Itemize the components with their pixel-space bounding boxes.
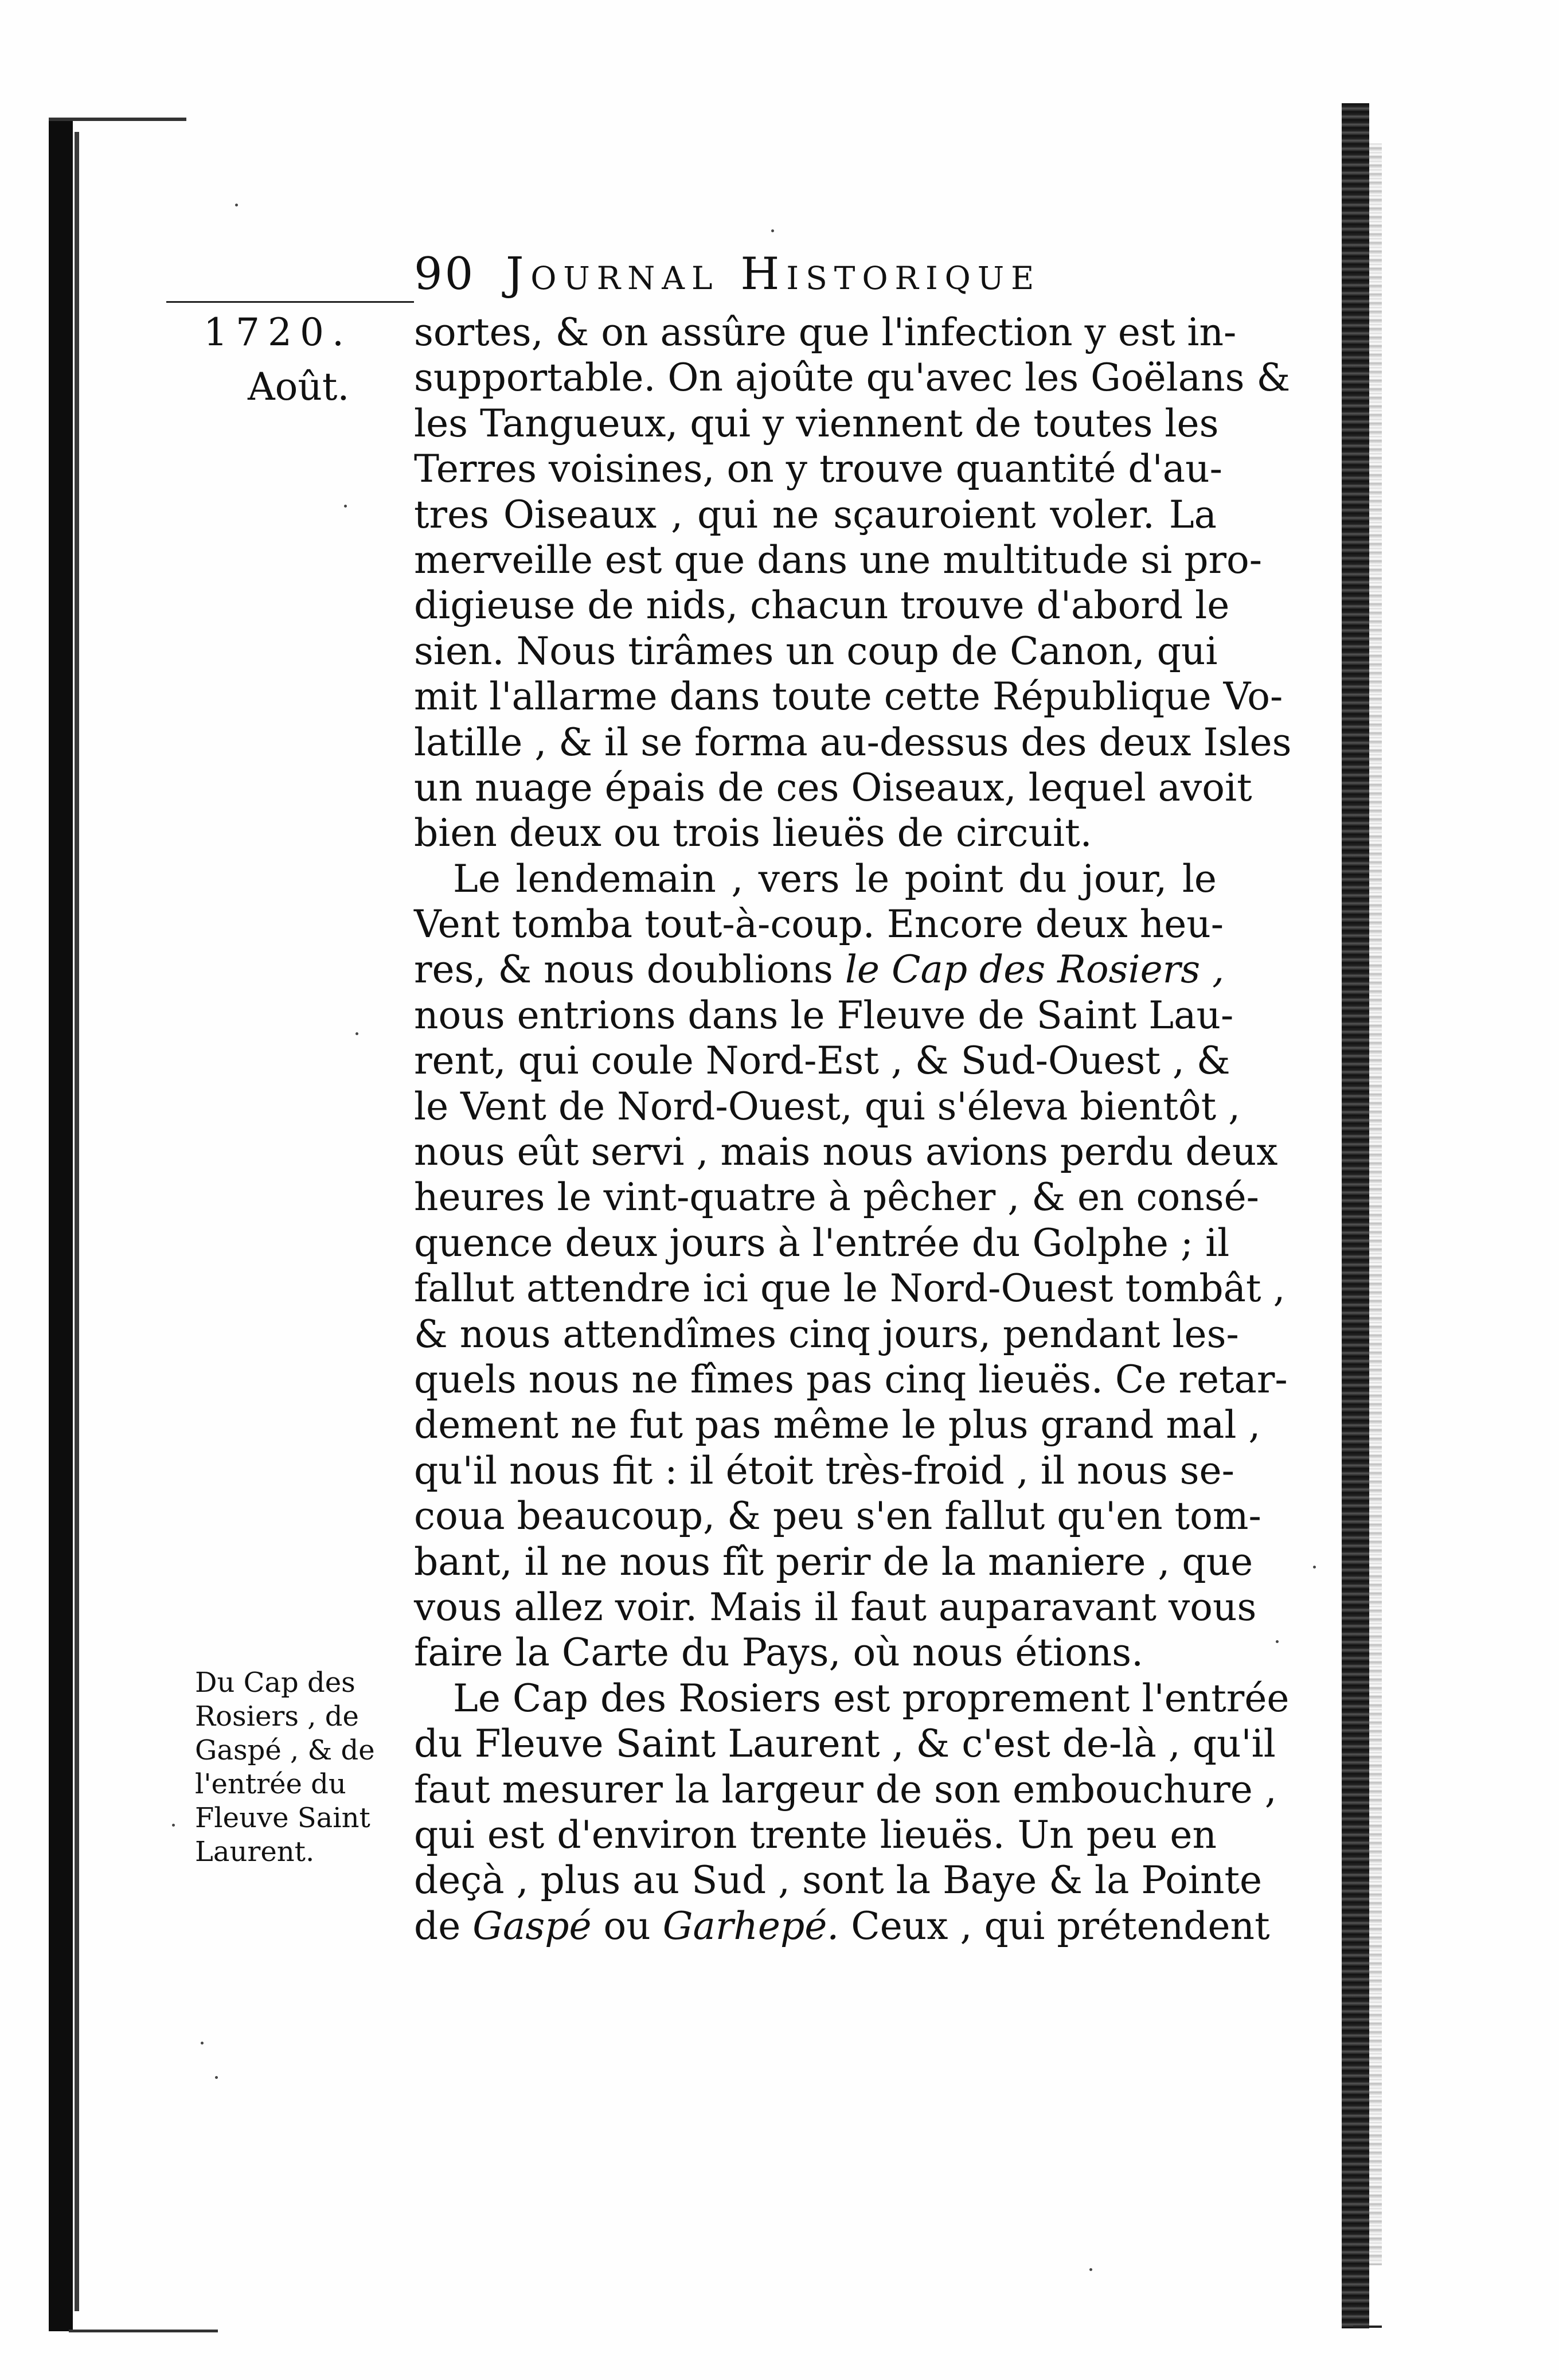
running-head: [414, 245, 1188, 303]
text-segment: de: [414, 1903, 461, 1948]
text-line: heures le vint-quatre à pêcher , & en consé-: [414, 1175, 1259, 1220]
text-line: Vent tomba tout-à-coup. Encore deux heu-: [414, 902, 1224, 947]
text-line: bien deux ou trois lieuës de circuit.: [414, 811, 1092, 856]
text-line: coua beaucoup, & peu s'en fallut qu'en tom-: [414, 1494, 1261, 1539]
text-line: faut mesurer la largeur de son embouchure ,: [414, 1767, 1277, 1812]
scan-edge-left: [49, 118, 73, 2331]
margin-note-line: Laurent.: [195, 1836, 315, 1868]
text-line: digieuse de nids, chacun trouve d'abord le: [414, 583, 1230, 628]
italic-place-name: Garhepé.: [662, 1903, 839, 1948]
text-line: nous eût servi , mais nous avions perdu deux: [414, 1130, 1278, 1175]
page-number: 90: [414, 248, 476, 300]
scan-edge-left-bottom: [69, 2330, 218, 2332]
scan-speck: [201, 2042, 204, 2045]
margin-month: Août.: [248, 365, 350, 409]
margin-note-line: Gaspé , & de: [195, 1734, 375, 1766]
text-line: du Fleuve Saint Laurent , & c'est de-là , qu'il: [414, 1722, 1276, 1766]
scan-edge-left-top: [49, 118, 186, 121]
text-line: qui est d'environ trente lieuës. Un peu en: [414, 1812, 1217, 1857]
scan-speck: [355, 1032, 358, 1035]
text-line: Terres voisines, on y trouve quantité d'au-: [414, 447, 1222, 491]
scan-speck: [235, 204, 238, 206]
body-text: [414, 310, 1292, 1949]
text-line: sortes, & on assûre que l'infection y est in-: [414, 310, 1237, 354]
text-line: supportable. On ajoûte qu'avec les Goëlans &: [414, 356, 1291, 400]
scan-speck: [771, 229, 774, 232]
text-line: le Vent de Nord-Ouest, qui s'éleva bientôt ,: [414, 1084, 1241, 1129]
scan-edge-right: [1342, 103, 1369, 2328]
running-head-title: Journal Historique: [506, 248, 1041, 300]
margin-note: [195, 1666, 413, 1869]
text-segment: Ceux , qui prétendent: [851, 1903, 1270, 1948]
text-line: latille , & il se forma au-dessus des deux Isles: [414, 720, 1292, 764]
italic-place-name: le Cap des Rosiers ,: [845, 947, 1225, 992]
text-line: quels nous ne fîmes pas cinq lieuës. Ce retar-: [414, 1357, 1288, 1402]
text-line: deçà , plus au Sud , sont la Baye & la Pointe: [414, 1858, 1263, 1903]
scan-edge-left-inner: [75, 132, 79, 2311]
scan-speck: [1276, 1640, 1279, 1643]
text-line: bant, il ne nous fît perir de la maniere , que: [414, 1539, 1253, 1584]
text-line-with-italic: [414, 1903, 1270, 1949]
text-line: rent, qui coule Nord-Est , & Sud-Ouest , &: [414, 1039, 1230, 1083]
scan-speck: [215, 2076, 218, 2079]
text-line-with-italic: [414, 947, 1225, 992]
scan-speck: [172, 1824, 175, 1827]
text-line: les Tangueux, qui y viennent de toutes les: [414, 401, 1219, 446]
margin-note-line: Fleuve Saint: [195, 1802, 370, 1834]
paragraph-start-line: Le lendemain , vers le point du jour, le: [453, 856, 1217, 901]
margin-year: 1720.: [204, 310, 352, 354]
text-segment: res, & nous doublions: [414, 947, 833, 992]
text-line: un nuage épais de ces Oiseaux, lequel avoit: [414, 765, 1252, 810]
margin-rule: [166, 301, 414, 303]
text-line: faire la Carte du Pays, où nous étions.: [414, 1630, 1144, 1675]
text-line: qu'il nous fit : il étoit très-froid , il nous se-: [414, 1448, 1234, 1493]
scan-speck: [344, 505, 347, 508]
text-line: tres Oiseaux , qui ne sçauroient voler. La: [414, 492, 1217, 537]
text-line: nous entrions dans le Fleuve de Saint Lau-: [414, 993, 1234, 1037]
text-line: vous allez voir. Mais il faut auparavant vous: [414, 1585, 1257, 1629]
margin-note-line: Rosiers , de: [195, 1700, 359, 1733]
scan-edge-right-speckle: [1369, 143, 1382, 2265]
italic-place-name: Gaspé: [472, 1903, 592, 1948]
scan-speck: [1089, 2268, 1092, 2271]
margin-note-line: Du Cap des: [195, 1667, 355, 1699]
text-line: mit l'allarme dans toute cette République Vo-: [414, 674, 1283, 719]
text-segment: ou: [603, 1903, 651, 1948]
text-line: fallut attendre ici que le Nord-Ouest tombât ,: [414, 1266, 1286, 1311]
text-line: sien. Nous tirâmes un coup de Canon, qui: [414, 629, 1218, 673]
text-line: dement ne fut pas même le plus grand mal ,: [414, 1403, 1261, 1447]
paragraph-start-line: Le Cap des Rosiers est proprement l'entrée: [453, 1676, 1290, 1720]
text-line: merveille est que dans une multitude si pro-: [414, 537, 1263, 582]
scan-speck: [1313, 1566, 1316, 1569]
margin-note-line: l'entrée du: [195, 1768, 346, 1800]
text-line: & nous attendîmes cinq jours, pendant les-: [414, 1312, 1239, 1356]
scan-edge-right-bottom: [1353, 2326, 1382, 2328]
text-line: quence deux jours à l'entrée du Golphe ; il: [414, 1220, 1230, 1265]
